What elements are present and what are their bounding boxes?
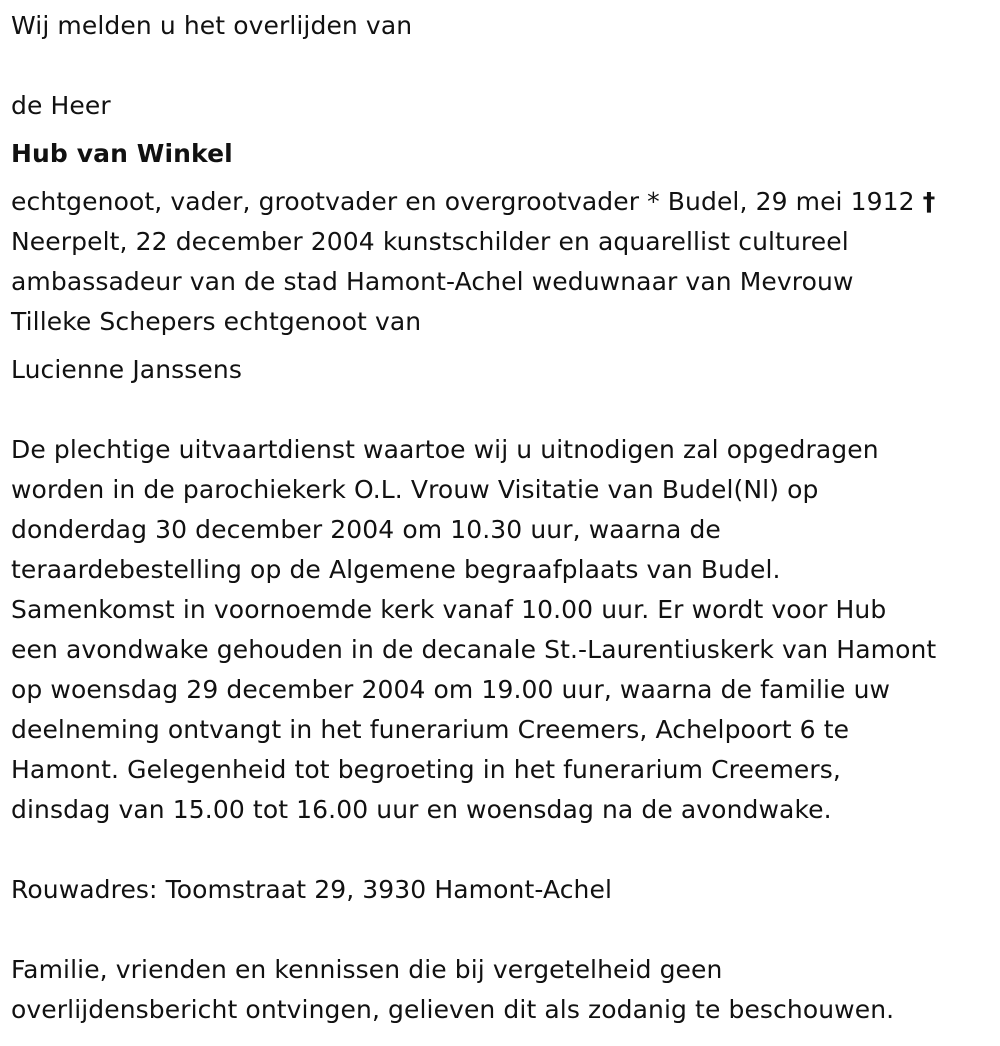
- service-line: een avondwake gehouden in de decanale St.-Laurentiuskerk van Hamont: [11, 635, 937, 664]
- honorific: de Heer: [11, 91, 111, 120]
- service-line: worden in de parochiekerk O.L. Vrouw Visitatie van Budel(Nl) op: [11, 475, 819, 504]
- details-line: Neerpelt, 22 december 2004 kunstschilder en aquarellist cultureel: [11, 227, 849, 256]
- service-line: op woensdag 29 december 2004 om 19.00 uur, waarna de familie uw: [11, 675, 891, 704]
- service-line: De plechtige uitvaartdienst waartoe wij u uitnodigen zal opgedragen: [11, 435, 879, 464]
- details-line: [11, 182, 935, 222]
- cross-icon: †: [922, 187, 936, 216]
- details-line-text: echtgenoot, vader, grootvader en overgrootvader * Budel, 29 mei 1912: [11, 187, 915, 216]
- details-line: ambassadeur van de stad Hamont-Achel weduwnaar van Mevrouw: [11, 267, 854, 296]
- mourning-address: Rouwadres: Toomstraat 29, 3930 Hamont-Achel: [11, 875, 613, 904]
- closing-line: Familie, vrienden en kennissen die bij vergetelheid geen: [11, 955, 723, 984]
- spouse-name: Lucienne Janssens: [11, 355, 242, 384]
- service-line: donderdag 30 december 2004 om 10.30 uur, waarna de: [11, 515, 721, 544]
- closing-line: overlijdensbericht ontvingen, gelieven dit als zodanig te beschouwen.: [11, 995, 895, 1024]
- intro-text: Wij melden u het overlijden van: [11, 11, 413, 40]
- deceased-name: Hub van Winkel: [11, 139, 233, 168]
- service-line: dinsdag van 15.00 tot 16.00 uur en woensdag na de avondwake.: [11, 795, 832, 824]
- details-line: Tilleke Schepers echtgenoot van: [11, 307, 422, 336]
- service-line: teraardebestelling op de Algemene begraafplaats van Budel.: [11, 555, 781, 584]
- service-line: Samenkomst in voornoemde kerk vanaf 10.00 uur. Er wordt voor Hub: [11, 595, 887, 624]
- service-line: deelneming ontvangt in het funerarium Creemers, Achelpoort 6 te: [11, 715, 850, 744]
- service-line: Hamont. Gelegenheid tot begroeting in het funerarium Creemers,: [11, 755, 841, 784]
